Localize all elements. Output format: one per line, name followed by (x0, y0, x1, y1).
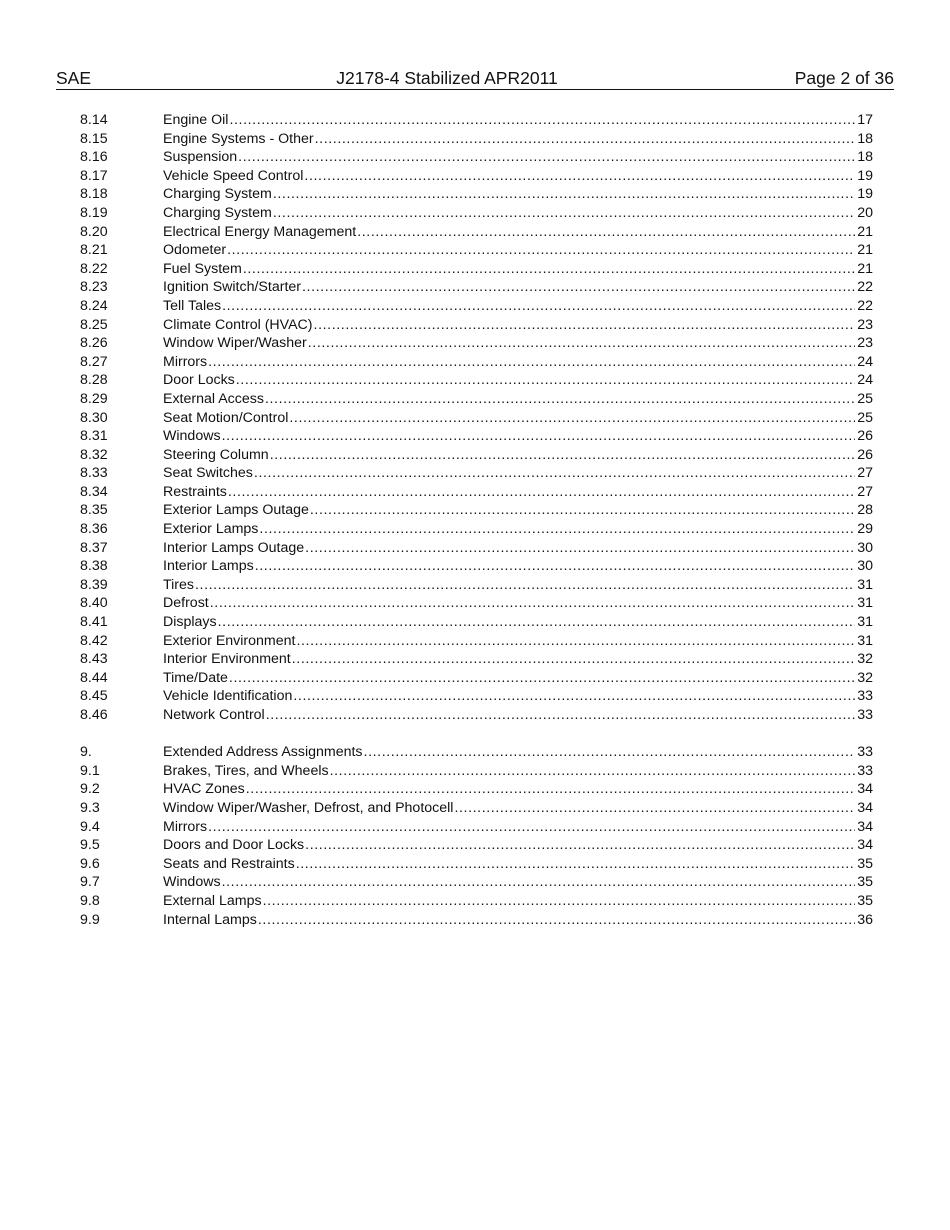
toc-entry-number: 8.34 (80, 483, 108, 500)
dot-leader (255, 557, 855, 576)
dot-leader (218, 613, 855, 632)
toc-entry-page: 33 (857, 744, 873, 761)
toc-entry-title: HVAC Zones (163, 781, 245, 798)
toc-entry-page: 32 (857, 669, 873, 686)
toc-entry-page: 21 (857, 223, 873, 240)
toc-entry-page: 27 (857, 465, 873, 482)
toc-entry-title: External Access (163, 390, 264, 407)
toc-entry-number: 8.46 (80, 707, 108, 723)
toc-entry-body (163, 353, 855, 372)
toc-entry-title: External Lamps (163, 892, 262, 909)
toc-entry[interactable] (80, 409, 873, 428)
toc-entry[interactable] (80, 297, 873, 316)
toc-entry-number: 8.42 (80, 632, 108, 649)
toc-entry-title: Doors and Door Locks (163, 837, 305, 854)
toc-entry-title: Charging System (163, 186, 272, 203)
toc-entry-title: Door Locks (163, 372, 235, 389)
section-spacer (80, 725, 873, 744)
toc-entry-title: Brakes, Tires, and Wheels (163, 762, 329, 779)
toc-entry-page: 34 (857, 781, 873, 798)
toc-entry-body (163, 520, 855, 539)
toc-entry-page: 34 (857, 837, 873, 854)
dot-leader (454, 799, 855, 818)
toc-entry-page: 25 (857, 390, 873, 407)
toc-entry[interactable] (80, 241, 873, 260)
toc-entry-body (163, 278, 855, 297)
toc-entry-body (163, 371, 855, 390)
toc-entry-number: 8.44 (80, 669, 108, 686)
toc-entry-number: 8.37 (80, 539, 108, 556)
toc-entry-title: Internal Lamps (163, 911, 257, 928)
dot-leader (330, 762, 855, 781)
toc-entry[interactable] (80, 371, 873, 390)
dot-leader (270, 446, 855, 465)
toc-entry-body (163, 130, 855, 149)
toc-entry-body (163, 836, 855, 855)
dot-leader (195, 576, 855, 595)
toc-entry[interactable] (80, 501, 873, 520)
toc-entry-page: 19 (857, 186, 873, 203)
toc-entry-page: 19 (857, 167, 873, 184)
toc-entry-title: Fuel System (163, 260, 242, 277)
toc-entry-page: 32 (857, 651, 873, 668)
dot-leader (305, 836, 855, 855)
dot-leader (296, 855, 855, 874)
toc-entry[interactable] (80, 687, 873, 706)
toc-entry-body (163, 409, 855, 428)
toc-entry-body (163, 632, 855, 651)
toc-entry-title: Seat Switches (163, 465, 253, 482)
toc-entry-body (163, 204, 855, 223)
toc-entry[interactable] (80, 427, 873, 446)
toc-entry-body (163, 613, 855, 632)
toc-entry-body (163, 223, 855, 242)
dot-leader (315, 130, 855, 149)
toc-entry[interactable] (80, 706, 873, 725)
header-org: SAE (56, 68, 92, 88)
toc-entry-page: 17 (857, 112, 873, 128)
toc-entry-body (163, 557, 855, 576)
dot-leader (228, 483, 855, 502)
header-page-number: Page 2 of 36 (794, 68, 894, 88)
toc-entry[interactable] (80, 260, 873, 279)
dot-leader (208, 818, 855, 837)
table-of-contents (80, 111, 873, 929)
toc-entry-title: Windows (163, 428, 221, 445)
toc-entry-title: Extended Address Assignments (163, 744, 363, 761)
toc-entry-body (163, 241, 855, 260)
toc-entry-title: Steering Column (163, 446, 269, 463)
toc-entry-title: Climate Control (HVAC) (163, 316, 313, 333)
toc-entry-number: 8.39 (80, 576, 108, 593)
dot-leader (222, 297, 855, 316)
toc-entry-body (163, 148, 855, 167)
dot-leader (289, 409, 855, 428)
toc-entry-page: 22 (857, 279, 873, 296)
toc-entry-page: 36 (857, 911, 873, 928)
toc-entry-title: Interior Environment (163, 651, 291, 668)
toc-entry-number: 8.15 (80, 130, 108, 147)
toc-entry-body (163, 390, 855, 409)
toc-entry-body (163, 167, 855, 186)
toc-entry-title: Engine Oil (163, 112, 229, 128)
toc-entry-number: 8.45 (80, 688, 108, 705)
toc-entry[interactable] (80, 576, 873, 595)
dot-leader (293, 687, 855, 706)
toc-entry-number: 8.26 (80, 335, 108, 352)
toc-entry[interactable] (80, 464, 873, 483)
dot-leader (310, 501, 855, 520)
toc-entry[interactable] (80, 204, 873, 223)
toc-entry[interactable] (80, 650, 873, 669)
toc-entry-number: 9. (80, 744, 92, 761)
toc-entry-page: 30 (857, 558, 873, 575)
toc-entry-body (163, 539, 855, 558)
dot-leader (305, 539, 855, 558)
dot-leader (238, 148, 855, 167)
toc-entry-number: 9.5 (80, 837, 100, 854)
dot-leader (222, 873, 855, 892)
toc-entry-body (163, 576, 855, 595)
toc-entry[interactable] (80, 911, 873, 930)
toc-entry[interactable] (80, 334, 873, 353)
dot-leader (210, 594, 855, 613)
toc-entry-title: Defrost (163, 595, 209, 612)
toc-entry-page: 30 (857, 539, 873, 556)
toc-entry-body (163, 297, 855, 316)
dot-leader (357, 223, 855, 242)
toc-entry-title: Restraints (163, 483, 227, 500)
toc-entry-body (163, 855, 855, 874)
toc-entry-number: 8.28 (80, 372, 108, 389)
toc-entry-page: 33 (857, 688, 873, 705)
toc-entry[interactable] (80, 130, 873, 149)
toc-entry-title: Seat Motion/Control (163, 409, 289, 426)
toc-entry-page: 23 (857, 316, 873, 333)
toc-entry-title: Charging System (163, 204, 272, 221)
toc-entry-body (163, 501, 855, 520)
dot-leader (265, 390, 855, 409)
dot-leader (258, 911, 855, 930)
toc-entry-title: Time/Date (163, 669, 228, 686)
toc-entry[interactable] (80, 353, 873, 372)
toc-entry-number: 8.23 (80, 279, 108, 296)
dot-leader (229, 669, 855, 688)
toc-entry-number: 8.14 (80, 112, 108, 128)
toc-entry-page: 21 (857, 260, 873, 277)
toc-entry-title: Displays (163, 614, 217, 631)
dot-leader (229, 111, 855, 130)
toc-entry-title: Tires (163, 576, 195, 593)
toc-entry[interactable] (80, 167, 873, 186)
toc-entry[interactable] (80, 483, 873, 502)
toc-entry-number: 8.31 (80, 428, 108, 445)
toc-section-8 (80, 111, 873, 725)
toc-entry-title: Tell Tales (163, 297, 222, 314)
toc-entry-page: 33 (857, 762, 873, 779)
dot-leader (263, 892, 855, 911)
dot-leader (246, 780, 855, 799)
dot-leader (243, 260, 855, 279)
toc-entry-body (163, 650, 855, 669)
toc-entry-page: 26 (857, 428, 873, 445)
dot-leader (208, 353, 855, 372)
toc-entry-page: 26 (857, 446, 873, 463)
toc-entry-page: 31 (857, 576, 873, 593)
toc-entry-title: Ignition Switch/Starter (163, 279, 301, 296)
toc-entry-page: 22 (857, 297, 873, 314)
toc-entry-number: 8.16 (80, 149, 108, 166)
toc-entry[interactable] (80, 316, 873, 335)
toc-entry-body (163, 706, 855, 725)
toc-entry-page: 28 (857, 502, 873, 519)
toc-entry[interactable] (80, 762, 873, 781)
toc-entry-title: Interior Lamps (163, 558, 254, 575)
toc-entry-title: Electrical Energy Management (163, 223, 357, 240)
toc-entry-body (163, 483, 855, 502)
toc-entry-page: 34 (857, 799, 873, 816)
toc-entry[interactable] (80, 446, 873, 465)
dot-leader (364, 743, 855, 762)
dot-leader (273, 204, 855, 223)
dot-leader (222, 427, 855, 446)
toc-entry-page: 35 (857, 892, 873, 909)
toc-entry-number: 8.22 (80, 260, 108, 277)
toc-entry-title: Window Wiper/Washer, Defrost, and Photocell (163, 799, 454, 816)
toc-entry-number: 8.29 (80, 390, 108, 407)
toc-entry[interactable] (80, 278, 873, 297)
toc-entry-body (163, 316, 855, 335)
dot-leader (296, 632, 855, 651)
toc-entry-body (163, 873, 855, 892)
toc-entry-page: 34 (857, 818, 873, 835)
toc-entry[interactable] (80, 111, 873, 130)
dot-leader (236, 371, 855, 390)
toc-entry-body (163, 687, 855, 706)
toc-section-9 (80, 743, 873, 929)
toc-entry-title: Seats and Restraints (163, 855, 295, 872)
toc-entry[interactable] (80, 836, 873, 855)
toc-entry-number: 8.32 (80, 446, 108, 463)
toc-entry-number: 9.2 (80, 781, 100, 798)
dot-leader (308, 334, 855, 353)
toc-entry[interactable] (80, 148, 873, 167)
dot-leader (227, 241, 855, 260)
toc-entry-page: 18 (857, 149, 873, 166)
toc-entry-number: 8.38 (80, 558, 108, 575)
dot-leader (266, 706, 855, 725)
toc-entry-title: Network Control (163, 707, 265, 723)
toc-entry[interactable] (80, 780, 873, 799)
toc-entry-number: 8.18 (80, 186, 108, 203)
toc-entry-number: 9.4 (80, 818, 100, 835)
toc-entry-body (163, 334, 855, 353)
dot-leader (314, 316, 855, 335)
toc-entry-page: 31 (857, 614, 873, 631)
toc-entry-number: 9.7 (80, 874, 100, 891)
toc-entry-number: 9.1 (80, 762, 100, 779)
toc-entry[interactable] (80, 520, 873, 539)
toc-entry-body (163, 185, 855, 204)
toc-entry-title: Vehicle Speed Control (163, 167, 304, 184)
toc-entry-body (163, 669, 855, 688)
toc-entry-body (163, 780, 855, 799)
toc-entry-number: 8.25 (80, 316, 108, 333)
dot-leader (254, 464, 855, 483)
toc-entry-number: 9.8 (80, 892, 100, 909)
toc-entry[interactable] (80, 873, 873, 892)
toc-entry[interactable] (80, 799, 873, 818)
header-doc-id: J2178-4 Stabilized APR2011 (336, 68, 558, 88)
toc-entry-page: 23 (857, 335, 873, 352)
toc-entry[interactable] (80, 185, 873, 204)
toc-entry[interactable] (80, 594, 873, 613)
dot-leader (259, 520, 855, 539)
toc-entry-number: 8.19 (80, 204, 108, 221)
toc-entry-title: Suspension (163, 149, 238, 166)
dot-leader (273, 185, 855, 204)
toc-entry-number: 8.36 (80, 521, 108, 538)
toc-entry[interactable] (80, 855, 873, 874)
toc-entry-page: 18 (857, 130, 873, 147)
toc-entry[interactable] (80, 632, 873, 651)
toc-entry-number: 8.33 (80, 465, 108, 482)
toc-entry-page: 25 (857, 409, 873, 426)
toc-entry-body (163, 446, 855, 465)
toc-entry-title: Exterior Lamps Outage (163, 502, 309, 519)
toc-entry-page: 31 (857, 632, 873, 649)
toc-entry-title: Mirrors (163, 818, 208, 835)
toc-entry-body (163, 594, 855, 613)
toc-entry-title: Window Wiper/Washer (163, 335, 307, 352)
toc-entry-page: 20 (857, 204, 873, 221)
toc-entry-page: 35 (857, 874, 873, 891)
toc-entry-body (163, 762, 855, 781)
toc-entry-body (163, 743, 855, 762)
toc-entry[interactable] (80, 818, 873, 837)
toc-entry[interactable] (80, 669, 873, 688)
toc-entry-title: Mirrors (163, 353, 208, 370)
toc-entry-number: 8.17 (80, 167, 108, 184)
toc-entry-number: 8.21 (80, 242, 108, 259)
toc-entry[interactable] (80, 743, 873, 762)
toc-entry[interactable] (80, 539, 873, 558)
toc-entry-title: Vehicle Identification (163, 688, 293, 705)
toc-entry-number: 8.43 (80, 651, 108, 668)
toc-entry-body (163, 427, 855, 446)
toc-entry-body (163, 892, 855, 911)
toc-entry-number: 8.27 (80, 353, 108, 370)
toc-entry-number: 8.30 (80, 409, 108, 426)
toc-entry-page: 33 (857, 707, 873, 723)
dot-leader (302, 278, 855, 297)
toc-entry-page: 31 (857, 595, 873, 612)
toc-entry-title: Engine Systems - Other (163, 130, 314, 147)
toc-entry[interactable] (80, 223, 873, 242)
toc-entry-body (163, 111, 855, 130)
toc-entry[interactable] (80, 557, 873, 576)
toc-entry[interactable] (80, 390, 873, 409)
toc-entry-number: 9.6 (80, 855, 100, 872)
toc-entry-number: 9.3 (80, 799, 100, 816)
toc-entry-number: 8.41 (80, 614, 108, 631)
page-header (56, 67, 894, 90)
toc-entry-page: 24 (857, 353, 873, 370)
toc-entry-body (163, 818, 855, 837)
toc-entry-number: 8.40 (80, 595, 108, 612)
toc-entry[interactable] (80, 613, 873, 632)
toc-entry-number: 8.35 (80, 502, 108, 519)
dot-leader (304, 167, 855, 186)
toc-entry-title: Windows (163, 874, 221, 891)
toc-entry-title: Interior Lamps Outage (163, 539, 305, 556)
toc-entry-page: 35 (857, 855, 873, 872)
toc-entry-body (163, 464, 855, 483)
toc-entry-page: 21 (857, 242, 873, 259)
toc-entry-title: Odometer (163, 242, 227, 259)
toc-entry-title: Exterior Lamps (163, 521, 259, 538)
toc-entry-body (163, 911, 855, 930)
toc-entry-number: 8.24 (80, 297, 108, 314)
toc-entry-title: Exterior Environment (163, 632, 296, 649)
dot-leader (292, 650, 855, 669)
toc-entry-number: 9.9 (80, 911, 100, 928)
toc-entry-number: 8.20 (80, 223, 108, 240)
toc-entry-page: 24 (857, 372, 873, 389)
toc-entry-body (163, 799, 855, 818)
toc-entry-page: 29 (857, 521, 873, 538)
toc-entry[interactable] (80, 892, 873, 911)
toc-entry-body (163, 260, 855, 279)
toc-entry-page: 27 (857, 483, 873, 500)
